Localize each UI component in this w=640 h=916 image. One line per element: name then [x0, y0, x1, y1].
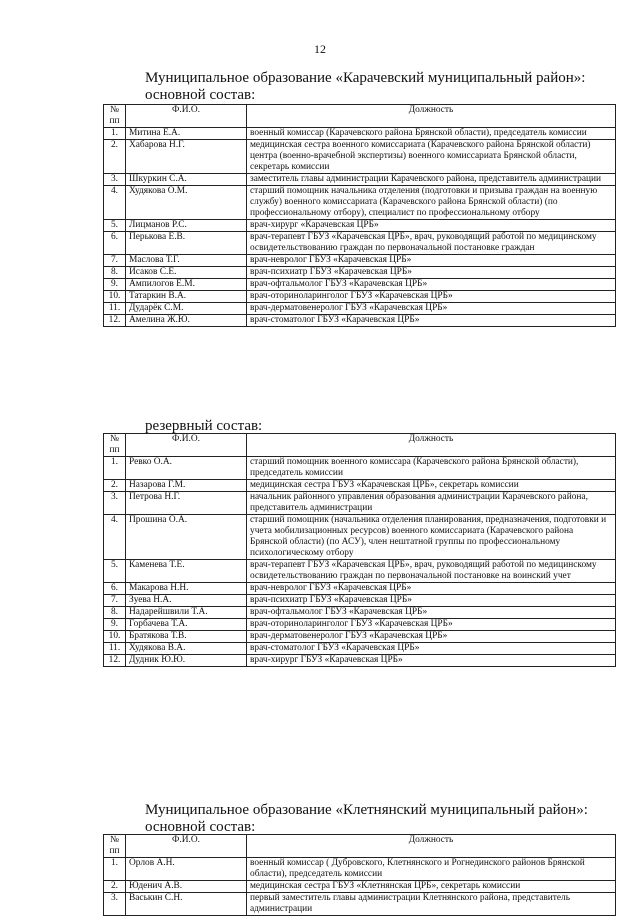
row-number: 1.: [104, 128, 126, 140]
roster-table-kletnya-main: [103, 834, 616, 916]
row-number: 3.: [104, 174, 126, 186]
row-number: 2.: [104, 881, 126, 893]
table-row: [104, 583, 616, 595]
table-row: [104, 279, 616, 291]
member-position: врач-оториноларинголог ГБУЗ «Карачевская ЦРБ»: [247, 619, 616, 631]
member-name: Каменева Т.Е.: [126, 560, 247, 583]
member-name: Худякова В.А.: [126, 643, 247, 655]
row-number: 1.: [104, 858, 126, 881]
table-row: [104, 291, 616, 303]
page-number: 12: [314, 42, 326, 56]
row-number: 9.: [104, 279, 126, 291]
member-position: врач-стоматолог ГБУЗ «Карачевская ЦРБ»: [247, 643, 616, 655]
column-header-name: Ф.И.О.: [126, 835, 247, 858]
member-name: Петрова Н.Г.: [126, 492, 247, 515]
table-row: [104, 881, 616, 893]
row-number: 5.: [104, 220, 126, 232]
table-row: [104, 492, 616, 515]
member-position: военный комиссар ( Дубровского, Клетнянского и Рогнединского районов Брянской области), председатель комиссии: [247, 858, 616, 881]
member-name: Маслова Т.Г.: [126, 255, 247, 267]
table-body: [104, 434, 616, 667]
column-header-num: № пп: [104, 434, 126, 457]
member-name: Перькова Е.В.: [126, 232, 247, 255]
table-row: [104, 255, 616, 267]
member-name: Надарейшвили Т.А.: [126, 607, 247, 619]
member-name: Дударёк С.М.: [126, 303, 247, 315]
member-name: Исаков С.Е.: [126, 267, 247, 279]
table-row: [104, 220, 616, 232]
row-number: 11.: [104, 303, 126, 315]
table-row: [104, 480, 616, 492]
member-name: Татаркин В.А.: [126, 291, 247, 303]
row-number: 2.: [104, 480, 126, 492]
table-row: [104, 303, 616, 315]
table-row: [104, 457, 616, 480]
member-name: Зуева Н.А.: [126, 595, 247, 607]
member-position: врач-невролог ГБУЗ «Карачевская ЦРБ»: [247, 583, 616, 595]
row-number: 12.: [104, 655, 126, 667]
member-position: врач-дерматовенеролог ГБУЗ «Карачевская ЦРБ»: [247, 631, 616, 643]
member-name: Макарова Н.Н.: [126, 583, 247, 595]
column-header-num: № пп: [104, 105, 126, 128]
table-row: [104, 643, 616, 655]
member-name: Горбачева Т.А.: [126, 619, 247, 631]
member-name: Ревко О.А.: [126, 457, 247, 480]
member-name: Дудник Ю.Ю.: [126, 655, 247, 667]
member-position: медицинская сестра военного комиссариата (Карачевского района Брянской области) центра (военно-врачебной экспертизы) военного комиссариата Брянской области, секретарь комиссии: [247, 140, 616, 174]
member-position: врач-хирург ГБУЗ «Карачевская ЦРБ»: [247, 655, 616, 667]
table-header-row: [104, 835, 616, 858]
row-number: 8.: [104, 607, 126, 619]
row-number: 11.: [104, 643, 126, 655]
member-position: врач-невролог ГБУЗ «Карачевская ЦРБ»: [247, 255, 616, 267]
row-number: 7.: [104, 595, 126, 607]
roster-table-karachev-main: [103, 104, 616, 327]
column-header-position: Должность: [247, 105, 616, 128]
row-number: 10.: [104, 291, 126, 303]
member-position: медицинская сестра ГБУЗ «Клетнянская ЦРБ», секретарь комиссии: [247, 881, 616, 893]
member-position: врач-хирург «Карачевская ЦРБ»: [247, 220, 616, 232]
member-position: врач-психиатр ГБУЗ «Карачевская ЦРБ»: [247, 595, 616, 607]
member-position: врач-оториноларинголог ГБУЗ «Карачевская ЦРБ»: [247, 291, 616, 303]
table-row: [104, 655, 616, 667]
column-header-position: Должность: [247, 434, 616, 457]
table-row: [104, 631, 616, 643]
table-body: [104, 105, 616, 327]
table-row: [104, 232, 616, 255]
member-name: Васькин С.Н.: [126, 893, 247, 916]
table-row: [104, 595, 616, 607]
member-name: Худякова О.М.: [126, 186, 247, 220]
member-name: Шкуркин С.А.: [126, 174, 247, 186]
member-position: врач-терапевт ГБУЗ «Карачевская ЦРБ», врач, руководящий работой по медицинскому освидетельствованию граждан по первоначальной постановке на воинский учет: [247, 560, 616, 583]
table-row: [104, 858, 616, 881]
row-number: 6.: [104, 232, 126, 255]
table-row: [104, 128, 616, 140]
table-row: [104, 315, 616, 327]
row-number: 5.: [104, 560, 126, 583]
member-position: старший помощник начальника отделения (подготовки и призыва граждан на военную службу) военного комиссариата (Карачевского района Брянской области) (по профессиональному отбору), специалист по профессиональному отбору: [247, 186, 616, 220]
member-position: медицинская сестра ГБУЗ «Карачевская ЦРБ», секретарь комиссии: [247, 480, 616, 492]
member-position: врач-офтальмолог ГБУЗ «Карачевская ЦРБ»: [247, 607, 616, 619]
member-name: Прошина О.А.: [126, 515, 247, 560]
table-row: [104, 140, 616, 174]
row-number: 1.: [104, 457, 126, 480]
section-heading-karachev-main: Муниципальное образование «Карачевский муниципальный район»: основной состав:: [145, 70, 586, 103]
member-position: врач-дерматовенеролог ГБУЗ «Карачевская ЦРБ»: [247, 303, 616, 315]
row-number: 3.: [104, 893, 126, 916]
column-header-name: Ф.И.О.: [126, 434, 247, 457]
member-name: Ампилогов Е.М.: [126, 279, 247, 291]
member-name: Митина Е.А.: [126, 128, 247, 140]
table-row: [104, 619, 616, 631]
table-row: [104, 174, 616, 186]
member-position: врач-офтальмолог ГБУЗ «Карачевская ЦРБ»: [247, 279, 616, 291]
row-number: 10.: [104, 631, 126, 643]
member-name: Братякова Т.В.: [126, 631, 247, 643]
member-position: начальник районного управления образования администрации Карачевского района, представитель администрации: [247, 492, 616, 515]
member-position: врач-стоматолог ГБУЗ «Карачевская ЦРБ»: [247, 315, 616, 327]
member-position: военный комиссар (Карачевского района Брянской области), председатель комиссии: [247, 128, 616, 140]
table-body: [104, 835, 616, 916]
member-name: Юденич А.В.: [126, 881, 247, 893]
row-number: 3.: [104, 492, 126, 515]
section-heading-karachev-reserve: резервный состав:: [145, 418, 263, 434]
table-row: [104, 607, 616, 619]
roster-table-karachev-reserve: [103, 433, 616, 667]
row-number: 2.: [104, 140, 126, 174]
table-header-row: [104, 105, 616, 128]
member-name: Лицманов Р.С.: [126, 220, 247, 232]
table-row: [104, 893, 616, 916]
member-name: Амелина Ж.Ю.: [126, 315, 247, 327]
row-number: 6.: [104, 583, 126, 595]
table-row: [104, 560, 616, 583]
row-number: 8.: [104, 267, 126, 279]
member-position: заместитель главы администрации Карачевского района, представитель администрации: [247, 174, 616, 186]
member-name: Орлов А.Н.: [126, 858, 247, 881]
member-position: старший помощник военного комиссара (Карачевского района Брянской области), председатель комиссии: [247, 457, 616, 480]
table-header-row: [104, 434, 616, 457]
member-name: Назарова Г.М.: [126, 480, 247, 492]
member-name: Хабарова Н.Г.: [126, 140, 247, 174]
member-position: старший помощник (начальника отделения планирования, предназначения, подготовки и учета мобилизационных ресурсов) военного комиссариата (Карачевского района Брянской области) (по АСУ), член нештатной группы по профессиональному психологическому отбору: [247, 515, 616, 560]
row-number: 12.: [104, 315, 126, 327]
member-position: врач-психиатр ГБУЗ «Карачевская ЦРБ»: [247, 267, 616, 279]
section-heading-kletnya-main: Муниципальное образование «Клетнянский муниципальный район»: основной состав:: [145, 802, 588, 835]
member-position: врач-терапевт ГБУЗ «Карачевская ЦРБ», врач, руководящий работой по медицинскому освидетельствованию граждан по первоначальной постановке граждан: [247, 232, 616, 255]
table-row: [104, 186, 616, 220]
row-number: 7.: [104, 255, 126, 267]
row-number: 4.: [104, 515, 126, 560]
table-row: [104, 515, 616, 560]
member-position: первый заместитель главы администрации Клетнянского района, представитель администрации: [247, 893, 616, 916]
row-number: 4.: [104, 186, 126, 220]
column-header-position: Должность: [247, 835, 616, 858]
table-row: [104, 267, 616, 279]
column-header-num: № пп: [104, 835, 126, 858]
column-header-name: Ф.И.О.: [126, 105, 247, 128]
row-number: 9.: [104, 619, 126, 631]
